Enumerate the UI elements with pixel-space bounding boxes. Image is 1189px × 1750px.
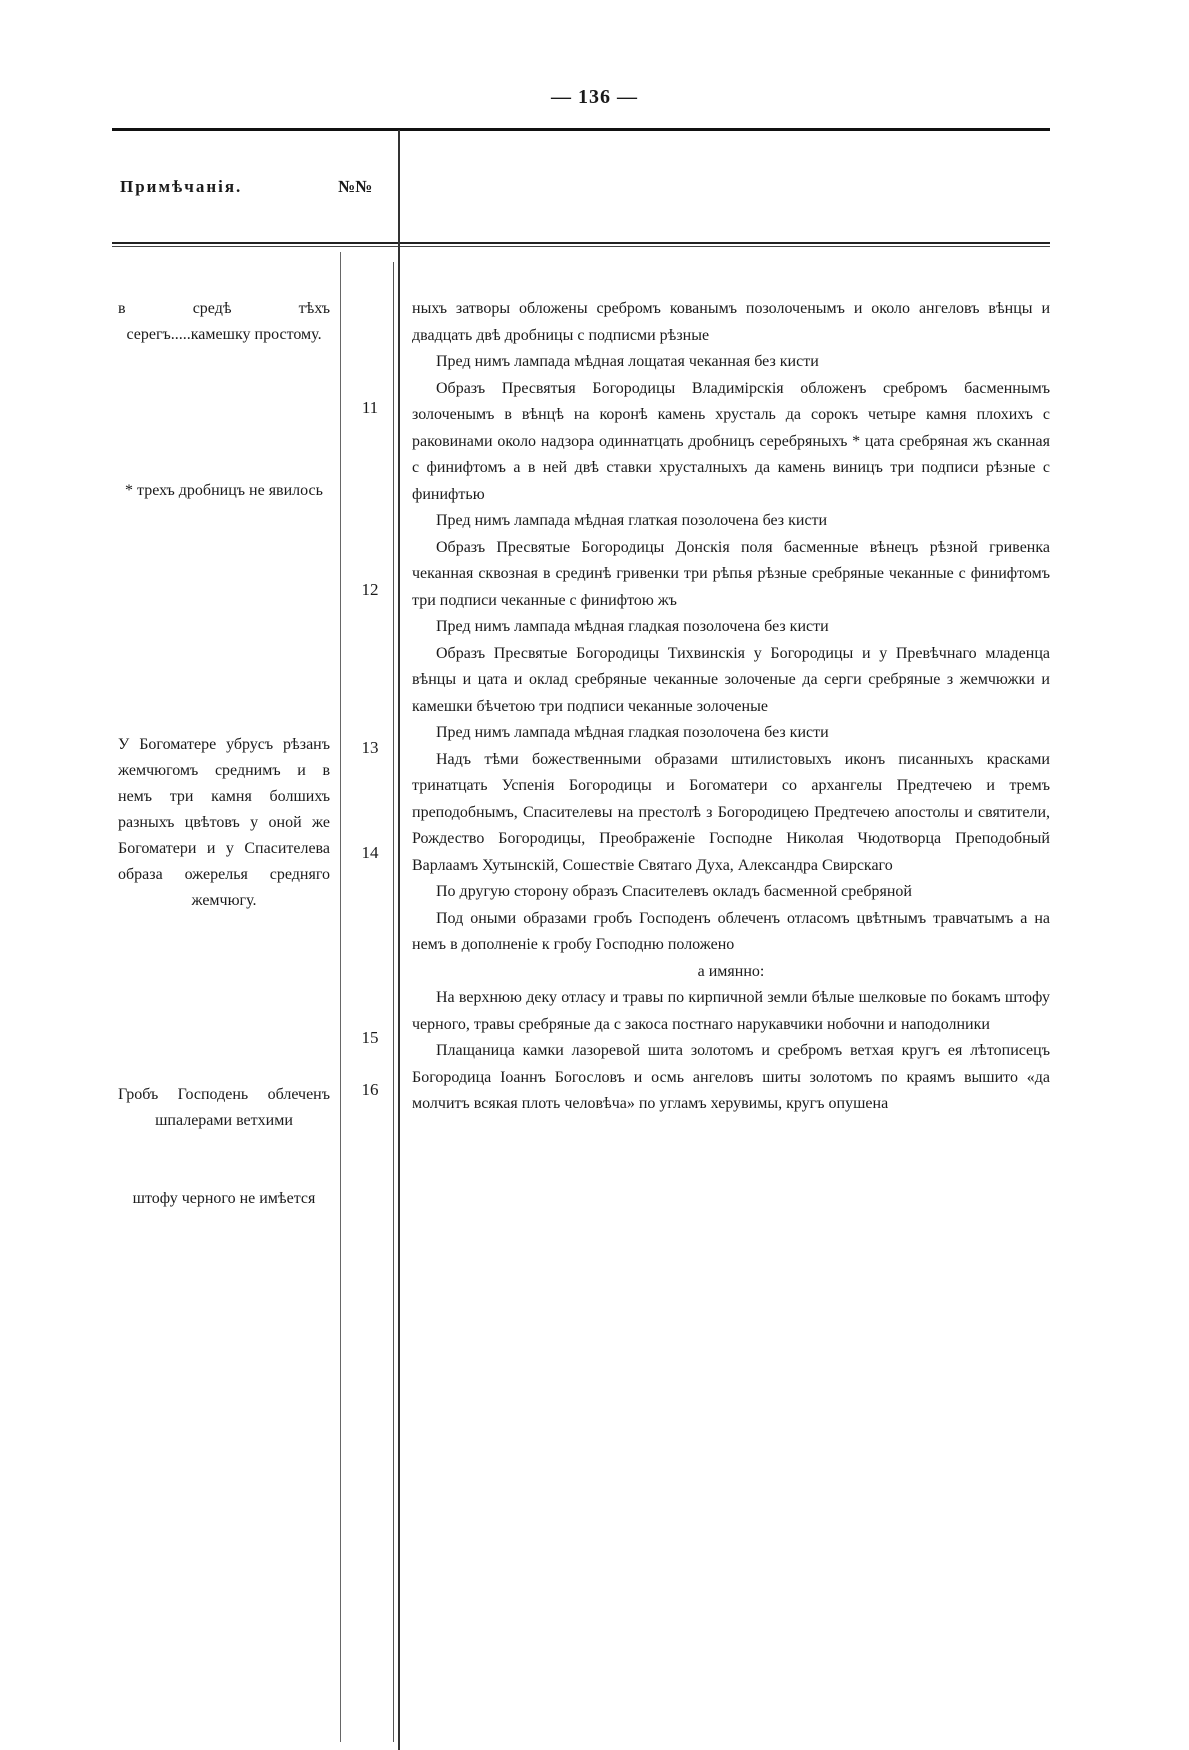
item-number: 13	[361, 738, 379, 757]
item-number: 15	[361, 1028, 379, 1047]
note-item: * трехъ дробницъ не явилось	[125, 482, 323, 499]
body-paragraph: ныхъ затворы обложены сребромъ кованымъ позолоченымъ и около ангеловъ вѣнцы и двадцать двѣ дробницы с подписми рѣзные	[412, 300, 1050, 344]
note-item: У Богоматере убрусъ рѣзанъ жемчюгомъ среднимъ и в немъ три камня болшихъ разныхъ цвѣтовъ у оной же Богоматери и у Спасителева образа ожерелья средняго жемчюгу.	[118, 736, 330, 909]
body-paragraph: Пред нимъ лампада мѣдная гладкая позолочена без кисти	[436, 724, 829, 741]
body-paragraph: Пред нимъ лампада мѣдная глаткая позолочена без кисти	[436, 512, 828, 529]
body-paragraph: Надъ тѣми божественными образами штилистовыхъ иконъ писанныхъ красками тринатцать Успенія Богородицы и Богоматери со архангелы Предтечею и тремъ преподобнымъ, Спасителевы на престолѣ з Богородицею Предтечею апостолы и святители, Рождество Богородицы, Преображеніе Господне Николая Чюдотворца Преподобный Варлаамъ Хутынскій, Сошествіе Святаго Духа, Александра Свирскаго	[412, 750, 1050, 874]
note-item: в средѣ тѣхъ серегъ.....камешку простому.	[118, 300, 330, 343]
item-number: 11	[361, 398, 379, 417]
page-number: — 136 —	[551, 86, 638, 108]
item-number: 14	[361, 843, 379, 862]
note-item: Гробъ Господень облеченъ шпалерами ветхими	[118, 1086, 330, 1129]
number-column-divider-inner	[393, 262, 394, 1742]
body-paragraph: Образъ Пресвятые Богородицы Донскія поля басменные вѣнецъ рѣзной гривенка чеканная сквозная в срединѣ гривенки три рѣпья рѣзные сребряные чеканные с финифтомъ три подписи чеканные с финифтою жъ	[412, 538, 1050, 609]
item-number: 12	[361, 580, 379, 599]
main-text-column	[412, 296, 1050, 1118]
body-paragraph: Плащаница камки лазоревой шита золотомъ и сребромъ ветхая кругъ ея лѣтописецъ Богородица Іоаннъ Богословъ и осмь ангеловъ шиты золотомъ по краямъ вышито «да молчитъ всякая плоть человѣча» по угламъ херувимы, кругъ опушена	[412, 1042, 1050, 1112]
body-paragraph: Пред нимъ лампада мѣдная гладкая позолочена без кисти	[436, 618, 829, 635]
body-paragraph: На верхнюю деку отласу и травы по кирпичной земли бѣлые шелковые по бокамъ штофу черного, травы сребряные да с закоса постнаго нарукавчики нобочни и наподолники	[412, 989, 1050, 1033]
top-rule-divider	[112, 128, 1050, 131]
header-rule-divider	[112, 242, 1050, 247]
body-paragraph: Пред нимъ лампада мѣдная лощатая чеканная без кисти	[436, 353, 819, 370]
body-paragraph: Образъ Пресвятыя Богородицы Владимірскія обложенъ сребромъ басменнымъ золоченымъ в вѣнцѣ на коронѣ камень хрусталь да сорокъ четыре камня плохихъ с раковинами около надзора одиннатцать дробницъ серебряныхъ * цата сребряная жъ сканная с финифтомъ а в ней двѣ ставки хрусталныхъ да камень виницъ три подписи рѣзные с финифтью	[412, 379, 1050, 503]
number-column-divider	[398, 130, 400, 1750]
notes-column-header: Примѣчанія.	[120, 177, 243, 196]
item-number: 16	[361, 1080, 379, 1099]
number-column-header: №№	[338, 177, 373, 196]
body-paragraph: По другую сторону образъ Спасителевъ окладъ басменной сребряной	[436, 883, 912, 900]
body-subheading: а имянно:	[697, 962, 765, 980]
notes-column-divider	[340, 252, 341, 1742]
body-paragraph: Под оными образами гробъ Господенъ облеченъ отласомъ цвѣтнымъ травчатымъ а на немъ в дополненіе к гробу Господню положено	[412, 909, 1050, 953]
body-paragraph: Образъ Пресвятые Богородицы Тихвинскія у Богородицы и у Превѣчнаго младенца вѣнцы и цата и оклад сребряные чеканные золоченые да серги сребряные з жемчюжки и камешки бѣчетою три подписи чеканные золоченые	[412, 644, 1050, 715]
note-item: штофу черного не имѣется	[132, 1190, 316, 1207]
